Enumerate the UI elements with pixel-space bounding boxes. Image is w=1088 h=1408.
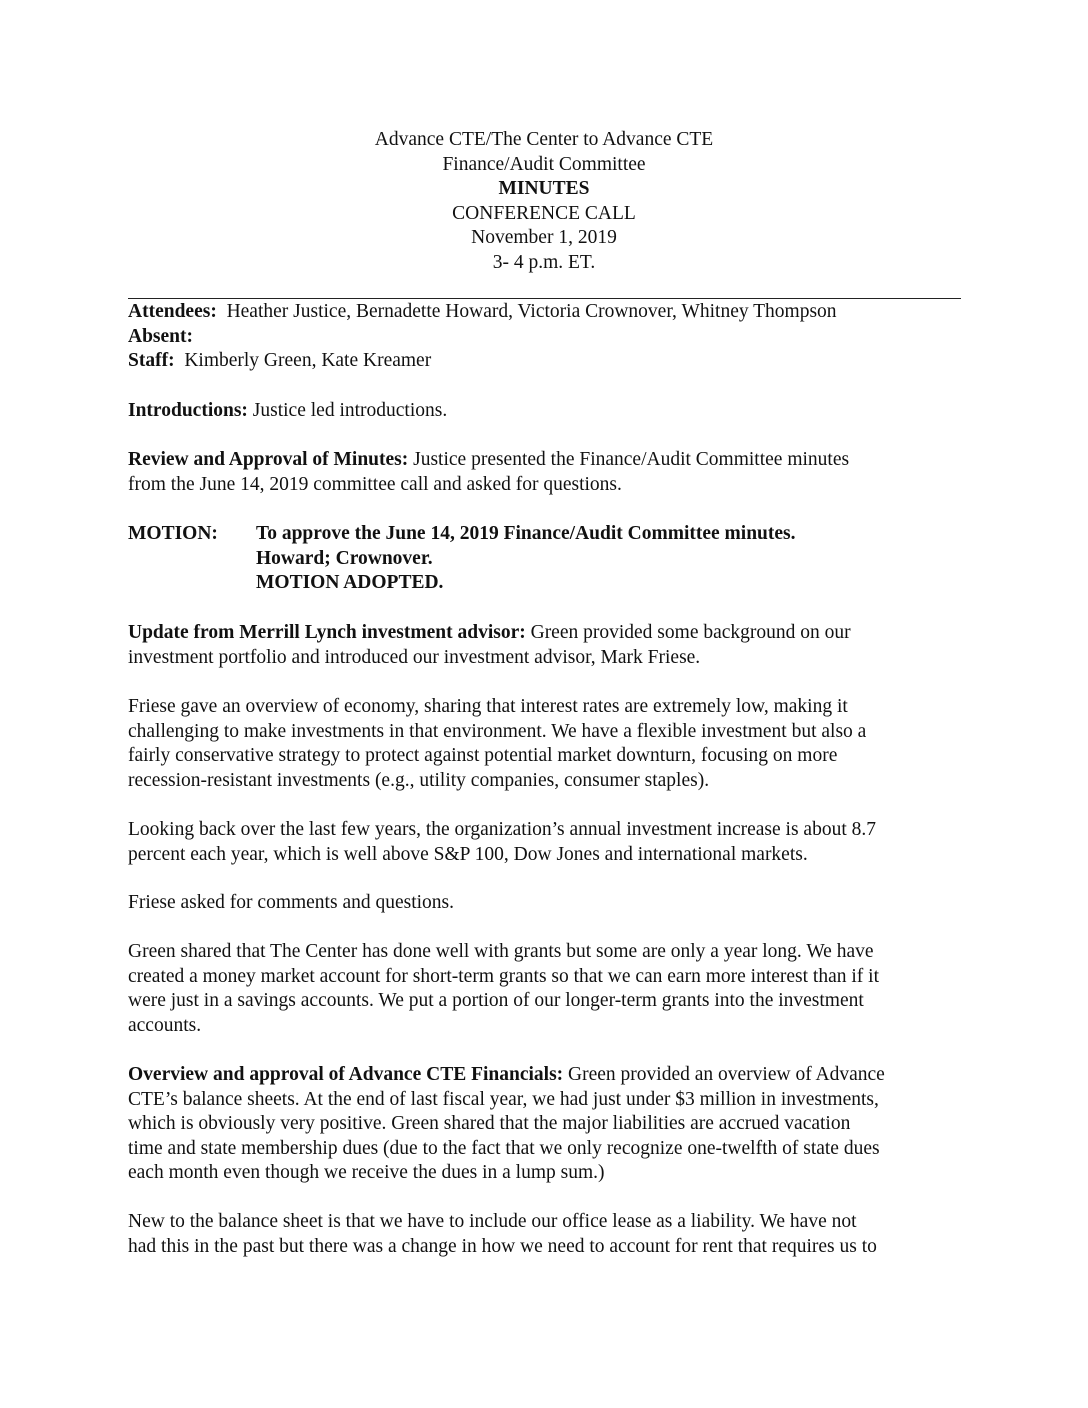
absent-label: Absent: [128, 325, 194, 347]
staff-label: Staff: [128, 350, 175, 371]
motion-result: MOTION ADOPTED. [256, 572, 444, 593]
financials-text-1: Green provided an overview of Advance [568, 1064, 885, 1085]
header-time: 3- 4 p.m. ET. [492, 251, 596, 273]
friese-overview-paragraph [128, 695, 968, 793]
review-label: Review and Approval of Minutes: [128, 449, 409, 470]
attendees-label: Attendees: [128, 301, 217, 322]
merrill-line-2: investment portfolio and introduced our investment advisor, Mark Friese. [128, 646, 701, 668]
motion-label: MOTION: [128, 523, 218, 544]
review-line-2: from the June 14, 2019 committee call and asked for questions. [128, 473, 622, 495]
merrill-text-1: Green provided some background on our [530, 622, 851, 643]
friese-overview-line-1: Friese gave an overview of economy, sharing that interest rates are extremely low, making it [128, 696, 848, 717]
green-grants-line-2: created a money market account for short-term grants so that we can earn more interest than if it [128, 965, 879, 987]
merrill-line-1 [128, 621, 968, 646]
friese-overview-line-4: recession-resistant investments (e.g., utility companies, consumer staples). [128, 769, 710, 791]
friese-overview-line-3: fairly conservative strategy to protect against potential market downturn, focusing on more [128, 745, 838, 766]
introductions-text: Justice led introductions. [252, 400, 448, 421]
motion-movers: Howard; Crownover. [256, 547, 433, 569]
merrill-label: Update from Merrill Lynch investment advisor: [128, 622, 526, 643]
staff-line [128, 349, 968, 374]
friese-questions-line: Friese asked for comments and questions. [128, 892, 455, 913]
looking-back-line-2: percent each year, which is well above S&P 100, Dow Jones and international markets. [128, 843, 808, 865]
introductions-label: Introductions: [128, 400, 248, 421]
lease-line-1: New to the balance sheet is that we have to include our office lease as a liability. We have not [128, 1211, 857, 1232]
staff-names: Kimberly Green, Kate Kreamer [184, 350, 432, 371]
financials-line-5: each month even though we receive the dues in a lump sum.) [128, 1162, 605, 1183]
review-line-1 [128, 448, 968, 473]
looking-back-paragraph [128, 818, 968, 867]
attendees-line [128, 300, 968, 325]
lease-line-2: had this in the past but there was a change in how we need to account for rent that requires us to [128, 1235, 877, 1257]
financials-label: Overview and approval of Advance CTE Financials: [128, 1064, 564, 1085]
absent-line [128, 325, 968, 350]
friese-overview-line-2: challenging to make investments in that environment. We have a flexible investment but also a [128, 720, 867, 742]
financials-line-4: time and state membership dues (due to the fact that we only recognize one-twelfth of state dues [128, 1137, 880, 1159]
introductions-section [128, 399, 968, 424]
header-committee: Finance/Audit Committee [442, 153, 646, 175]
header-meeting-type: CONFERENCE CALL [452, 202, 636, 224]
green-grants-line-1: Green shared that The Center has done well with grants but some are only a year long. We have [128, 941, 874, 962]
looking-back-line-1: Looking back over the last few years, the organization’s annual investment increase is about 8.7 [128, 819, 876, 840]
attendees-names: Heather Justice, Bernadette Howard, Victoria Crownover, Whitney Thompson [226, 301, 837, 322]
financials-line-3: which is obviously very positive. Green shared that the major liabilities are accrued vacation [128, 1113, 851, 1134]
motion-text: To approve the June 14, 2019 Finance/Audit Committee minutes. [256, 523, 796, 544]
introductions-line [128, 399, 968, 424]
financials-line-2: CTE’s balance sheets. At the end of last fiscal year, we had just under $3 million in investments, [128, 1088, 879, 1110]
header-doc-type: MINUTES [498, 178, 590, 199]
header-date: November 1, 2019 [471, 227, 617, 248]
motion-lines [256, 522, 968, 596]
financials-line-1 [128, 1063, 968, 1088]
green-grants-paragraph [128, 940, 968, 1038]
financials-section [128, 1063, 968, 1186]
green-grants-line-3: were just in a savings accounts. We put a portion of our longer-term grants into the investment [128, 990, 864, 1011]
merrill-section [128, 621, 968, 670]
attendance-section [128, 300, 968, 374]
green-grants-line-4: accounts. [128, 1014, 202, 1036]
header-org: Advance CTE/The Center to Advance CTE [374, 129, 714, 150]
lease-paragraph [128, 1210, 968, 1259]
review-text-1: Justice presented the Finance/Audit Committee minutes [413, 449, 850, 470]
friese-questions-paragraph [128, 891, 968, 916]
document-header [128, 128, 960, 275]
review-section [128, 448, 968, 497]
header-divider [128, 298, 961, 299]
